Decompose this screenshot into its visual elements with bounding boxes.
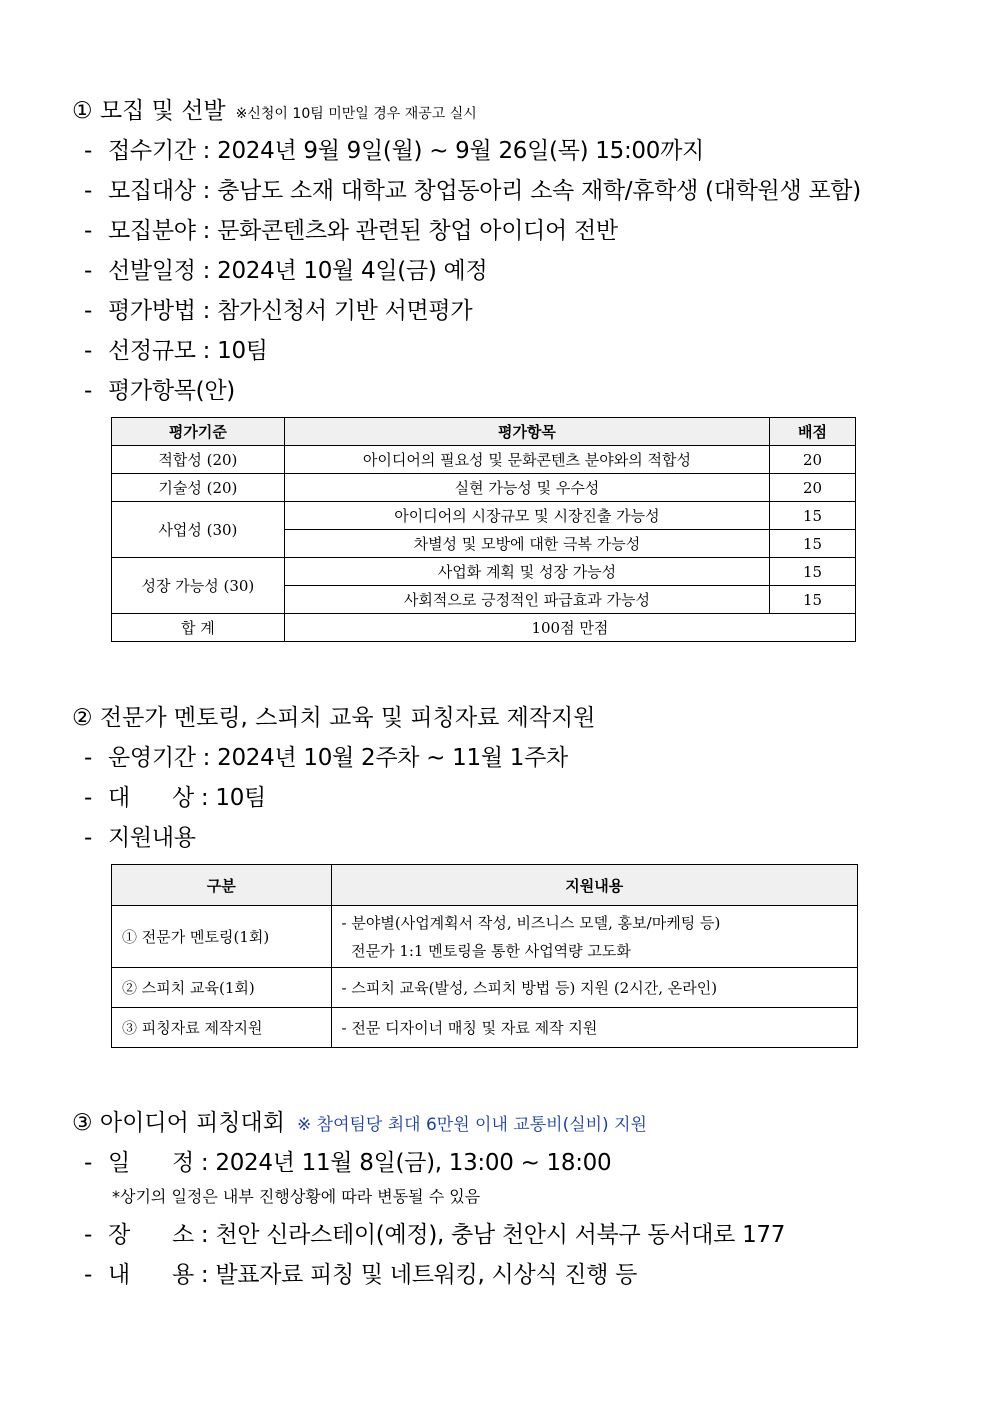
criterion-cell: 적합성 (20)	[112, 446, 285, 474]
header-content: 지원내용	[331, 865, 857, 906]
total-label: 합 계	[112, 614, 285, 642]
score-cell: 15	[770, 586, 856, 614]
table-row	[112, 474, 856, 502]
table-row	[112, 1008, 858, 1048]
table-row	[112, 446, 856, 474]
section3-title: ③ 아이디어 피칭대회	[72, 1110, 285, 1136]
support-table	[111, 864, 858, 1048]
section3-note: ※ 참여팀당 최대 6만원 이내 교통비(실비) 지원	[297, 1115, 647, 1135]
section1-note: ※신청이 10팀 미만일 경우 재공고 실시	[235, 106, 477, 122]
section2-item-1: - 대 상 : 10팀	[84, 785, 266, 811]
content-cell: - 분야별(사업계획서 작성, 비즈니스 모델, 홍보/마케팅 등) 전문가 1:1 멘토링을 통한 사업역량 고도화	[331, 906, 857, 968]
header-score: 배점	[770, 418, 856, 446]
section1-item-5: - 선정규모 : 10팀	[84, 338, 268, 364]
table-header-row	[112, 865, 858, 906]
category-cell: ② 스피치 교육(1회)	[112, 968, 332, 1008]
score-cell: 15	[770, 502, 856, 530]
content-cell: - 스피치 교육(발성, 스피치 방법 등) 지원 (2시간, 온라인)	[331, 968, 857, 1008]
evaluation-table	[111, 417, 856, 642]
score-cell: 20	[770, 446, 856, 474]
criterion-cell: 사업성 (30)	[112, 502, 285, 558]
section1-item-1: - 모집대상 : 충남도 소재 대학교 창업동아리 소속 재학/휴학생 (대학원생 포함)	[84, 178, 861, 204]
section3-item-1: - 장 소 : 천안 신라스테이(예정), 충남 천안시 서북구 동서대로 177	[84, 1222, 786, 1248]
table-row	[112, 502, 856, 530]
criterion-cell: 기술성 (20)	[112, 474, 285, 502]
content-cell: - 전문 디자이너 매칭 및 자료 제작 지원	[331, 1008, 857, 1048]
header-item: 평가항목	[284, 418, 769, 446]
item-cell: 아이디어의 시장규모 및 시장진출 가능성	[284, 502, 769, 530]
section1-item-4: - 평가방법 : 참가신청서 기반 서면평가	[84, 298, 473, 324]
criterion-cell: 성장 가능성 (30)	[112, 558, 285, 614]
section1-item-0: - 접수기간 : 2024년 9월 9일(월) ~ 9월 26일(목) 15:00까지	[84, 138, 704, 164]
section2-title: ② 전문가 멘토링, 스피치 교육 및 피칭자료 제작지원	[72, 705, 596, 731]
section1-heading	[72, 92, 477, 125]
section1-title: ① 모집 및 선발	[72, 98, 226, 124]
section1-item-6: - 평가항목(안)	[84, 378, 235, 404]
item-cell: 사업화 계획 및 성장 가능성	[284, 558, 769, 586]
section3-item-2: - 내 용 : 발표자료 피칭 및 네트워킹, 시상식 진행 등	[84, 1262, 638, 1288]
category-cell: ① 전문가 멘토링(1회)	[112, 906, 332, 968]
section3-subnote: *상기의 일정은 내부 진행상황에 따라 변동될 수 있음	[112, 1187, 481, 1206]
score-cell: 15	[770, 530, 856, 558]
section3-item-0: - 일 정 : 2024년 11월 8일(금), 13:00 ~ 18:00	[84, 1150, 612, 1176]
table-row	[112, 968, 858, 1008]
category-cell: ③ 피칭자료 제작지원	[112, 1008, 332, 1048]
table-header-row	[112, 418, 856, 446]
item-cell: 차별성 및 모방에 대한 극복 가능성	[284, 530, 769, 558]
section2-heading	[72, 699, 595, 732]
header-criterion: 평가기준	[112, 418, 285, 446]
item-cell: 사회적으로 긍정적인 파급효과 가능성	[284, 586, 769, 614]
table-total-row	[112, 614, 856, 642]
total-value: 100점 만점	[284, 614, 855, 642]
section1-item-3: - 선발일정 : 2024년 10월 4일(금) 예정	[84, 258, 488, 284]
section1-item-2: - 모집분야 : 문화콘텐츠와 관련된 창업 아이디어 전반	[84, 218, 618, 244]
score-cell: 15	[770, 558, 856, 586]
header-category: 구분	[112, 865, 332, 906]
item-cell: 실현 가능성 및 우수성	[284, 474, 769, 502]
section3-heading	[72, 1104, 647, 1137]
table-row	[112, 558, 856, 586]
table-row	[112, 906, 858, 968]
section2-item-2: - 지원내용	[84, 825, 196, 851]
score-cell: 20	[770, 474, 856, 502]
item-cell: 아이디어의 필요성 및 문화콘텐츠 분야와의 적합성	[284, 446, 769, 474]
section2-item-0: - 운영기간 : 2024년 10월 2주차 ~ 11월 1주차	[84, 745, 568, 771]
